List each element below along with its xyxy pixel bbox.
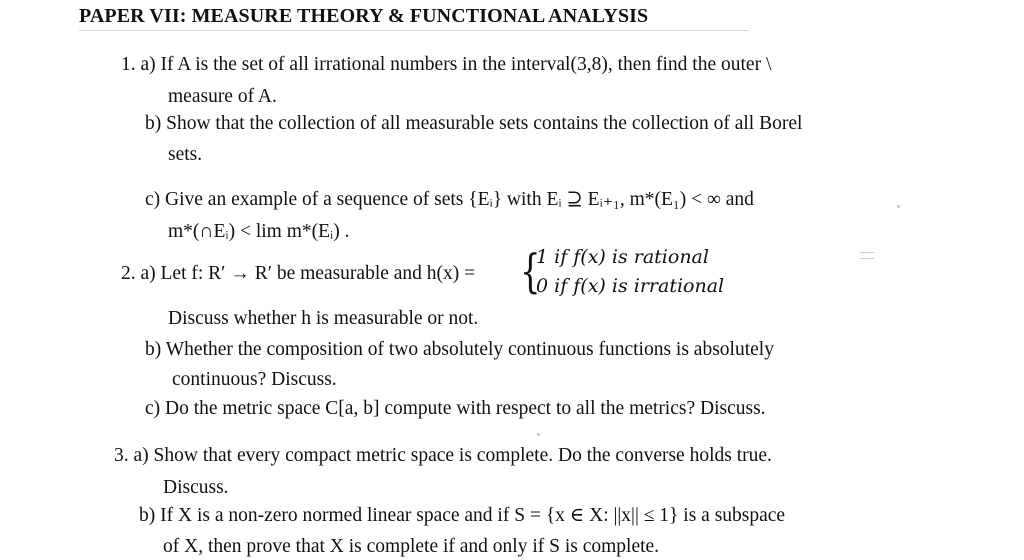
- q1b-line2: sets.: [168, 144, 203, 165]
- q2b-line2: continuous? Discuss.: [172, 369, 337, 390]
- brace-symbol: {: [520, 244, 541, 298]
- q1c-line2: m*(∩Eᵢ) < lim m*(Eᵢ) .: [168, 221, 350, 242]
- title-divider: [79, 30, 749, 31]
- scan-mark: [860, 258, 874, 259]
- q2a-line1: 2. a) Let f: R′ → R′ be measurable and h(x) =: [121, 263, 476, 284]
- q2a-line2: Discuss whether h is measurable or not.: [168, 308, 479, 329]
- case-irrational: 0 if f(x) is irrational: [536, 275, 725, 297]
- q2c-line1: c) Do the metric space C[a, b] compute with respect to all the metrics? Discuss.: [145, 398, 766, 419]
- scan-dot: [897, 205, 900, 208]
- q1b-line1: b) Show that the collection of all measurable sets contains the collection of all Borel: [145, 113, 803, 134]
- scan-mark: [860, 252, 874, 253]
- piecewise-definition: [520, 245, 800, 305]
- page-title: PAPER VII: MEASURE THEORY & FUNCTIONAL ANALYSIS: [79, 5, 649, 27]
- scan-dot: [537, 433, 540, 436]
- q3a-line1: 3. a) Show that every compact metric space is complete. Do the converse holds true.: [114, 445, 772, 466]
- q1a-line1: 1. a) If A is the set of all irrational numbers in the interval(3,8), then find the outer \: [121, 54, 772, 75]
- case-rational: 1 if f(x) is rational: [536, 246, 709, 268]
- q2b-line1: b) Whether the composition of two absolutely continuous functions is absolutely: [145, 339, 774, 360]
- q1c-line1: c) Give an example of a sequence of sets {Eᵢ} with Eᵢ ⊇ Eᵢ₊₁, m*(E₁) < ∞ and: [145, 189, 754, 210]
- q3a-line2: Discuss.: [163, 477, 229, 498]
- q3b-line1: b) If X is a non-zero normed linear space and if S = {x ∈ X: ||x|| ≤ 1} is a subspace: [139, 505, 786, 526]
- q3b-line2: of X, then prove that X is complete if and only if S is complete.: [163, 536, 660, 557]
- q1a-line2: measure of A.: [168, 86, 277, 107]
